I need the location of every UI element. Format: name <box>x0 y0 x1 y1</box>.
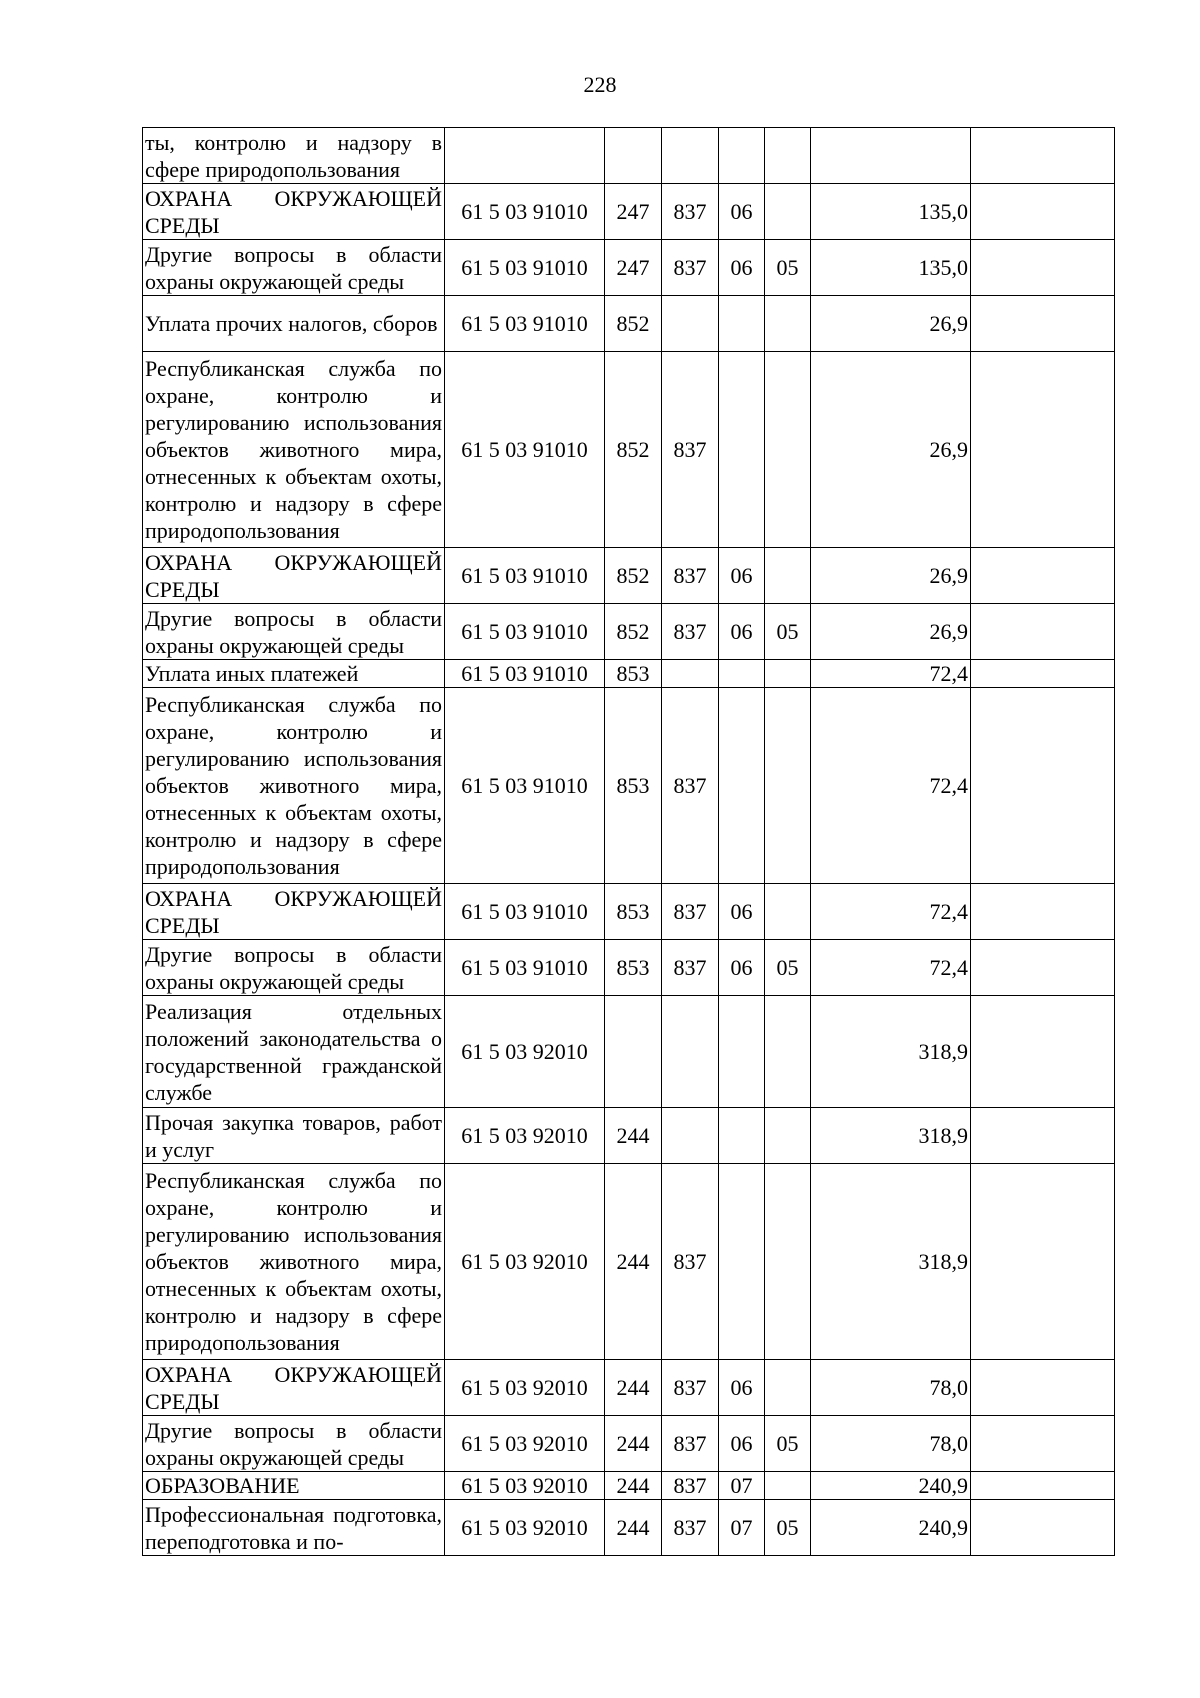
section-code: 06 <box>719 604 765 660</box>
amount: 318,9 <box>811 1164 971 1360</box>
section-code: 06 <box>719 240 765 296</box>
department-code: 837 <box>662 548 719 604</box>
amount: 78,0 <box>811 1416 971 1472</box>
table-row <box>143 940 1115 996</box>
target-article-code: 61 5 03 92010 <box>445 1500 605 1556</box>
amount: 318,9 <box>811 1108 971 1164</box>
section-code <box>719 296 765 352</box>
extra-column <box>971 660 1115 688</box>
extra-column <box>971 240 1115 296</box>
subsection-code: 05 <box>765 604 811 660</box>
table-row <box>143 1360 1115 1416</box>
table-row <box>143 660 1115 688</box>
extra-column <box>971 1416 1115 1472</box>
extra-column <box>971 688 1115 884</box>
table-body <box>143 128 1115 1556</box>
target-article-code: 61 5 03 92010 <box>445 1108 605 1164</box>
item-name: ОХРАНА ОКРУЖАЮЩЕЙ СРЕДЫ <box>143 548 445 604</box>
table-row <box>143 1500 1115 1556</box>
expense-type-code <box>605 996 662 1108</box>
extra-column <box>971 352 1115 548</box>
department-code <box>662 296 719 352</box>
table-row <box>143 996 1115 1108</box>
item-name: Профессиональная подготовка, переподготовка и по- <box>143 1500 445 1556</box>
expense-type-code: 244 <box>605 1108 662 1164</box>
target-article-code: 61 5 03 91010 <box>445 940 605 996</box>
amount: 26,9 <box>811 548 971 604</box>
expense-type-code: 853 <box>605 688 662 884</box>
department-code: 837 <box>662 184 719 240</box>
subsection-code <box>765 352 811 548</box>
amount: 135,0 <box>811 184 971 240</box>
section-code: 07 <box>719 1500 765 1556</box>
subsection-code <box>765 1360 811 1416</box>
expense-type-code: 244 <box>605 1500 662 1556</box>
target-article-code: 61 5 03 92010 <box>445 1164 605 1360</box>
amount: 72,4 <box>811 660 971 688</box>
amount: 26,9 <box>811 296 971 352</box>
extra-column <box>971 884 1115 940</box>
amount: 72,4 <box>811 884 971 940</box>
expense-type-code: 852 <box>605 548 662 604</box>
item-name: Другие вопросы в области охраны окружающей среды <box>143 940 445 996</box>
section-code: 06 <box>719 1416 765 1472</box>
item-name: ты, контролю и надзору в сфере природопользования <box>143 128 445 184</box>
extra-column <box>971 940 1115 996</box>
extra-column <box>971 604 1115 660</box>
item-name: ОХРАНА ОКРУЖАЮЩЕЙ СРЕДЫ <box>143 184 445 240</box>
target-article-code: 61 5 03 91010 <box>445 352 605 548</box>
section-code <box>719 1108 765 1164</box>
item-name: Прочая закупка товаров, работ и услуг <box>143 1108 445 1164</box>
table-row <box>143 688 1115 884</box>
section-code: 06 <box>719 184 765 240</box>
section-code <box>719 688 765 884</box>
expense-type-code: 244 <box>605 1360 662 1416</box>
department-code <box>662 1108 719 1164</box>
target-article-code: 61 5 03 92010 <box>445 996 605 1108</box>
subsection-code <box>765 688 811 884</box>
section-code <box>719 128 765 184</box>
section-code: 06 <box>719 940 765 996</box>
subsection-code <box>765 1108 811 1164</box>
budget-table <box>142 127 1115 1556</box>
item-name: ОБРАЗОВАНИЕ <box>143 1472 445 1500</box>
expense-type-code: 247 <box>605 184 662 240</box>
section-code: 07 <box>719 1472 765 1500</box>
extra-column <box>971 1472 1115 1500</box>
department-code: 837 <box>662 604 719 660</box>
subsection-code <box>765 184 811 240</box>
department-code <box>662 128 719 184</box>
target-article-code: 61 5 03 92010 <box>445 1472 605 1500</box>
target-article-code <box>445 128 605 184</box>
target-article-code: 61 5 03 91010 <box>445 296 605 352</box>
page-number: 228 <box>583 72 617 97</box>
amount: 26,9 <box>811 352 971 548</box>
table-row <box>143 884 1115 940</box>
section-code <box>719 660 765 688</box>
subsection-code <box>765 660 811 688</box>
expense-type-code: 853 <box>605 940 662 996</box>
expense-type-code: 853 <box>605 884 662 940</box>
target-article-code: 61 5 03 91010 <box>445 240 605 296</box>
section-code <box>719 352 765 548</box>
table-row <box>143 296 1115 352</box>
table-row <box>143 1164 1115 1360</box>
department-code: 837 <box>662 1472 719 1500</box>
item-name: Уплата иных платежей <box>143 660 445 688</box>
target-article-code: 61 5 03 91010 <box>445 604 605 660</box>
department-code: 837 <box>662 688 719 884</box>
item-name: Республиканская служба по охране, контролю и регулированию использования объектов животного мира, отнесенных к объектам охоты, контролю и надзору в сфере природопользования <box>143 1164 445 1360</box>
item-name: Республиканская служба по охране, контролю и регулированию использования объектов животного мира, отнесенных к объектам охоты, контролю и надзору в сфере природопользования <box>143 688 445 884</box>
section-code <box>719 1164 765 1360</box>
target-article-code: 61 5 03 91010 <box>445 884 605 940</box>
subsection-code <box>765 996 811 1108</box>
amount: 26,9 <box>811 604 971 660</box>
table-row <box>143 604 1115 660</box>
extra-column <box>971 184 1115 240</box>
department-code: 837 <box>662 240 719 296</box>
extra-column <box>971 1164 1115 1360</box>
amount: 318,9 <box>811 996 971 1108</box>
expense-type-code: 244 <box>605 1164 662 1360</box>
target-article-code: 61 5 03 92010 <box>445 1360 605 1416</box>
expense-type-code <box>605 128 662 184</box>
target-article-code: 61 5 03 91010 <box>445 688 605 884</box>
expense-type-code: 852 <box>605 296 662 352</box>
subsection-code <box>765 1472 811 1500</box>
extra-column <box>971 1108 1115 1164</box>
subsection-code <box>765 884 811 940</box>
section-code: 06 <box>719 548 765 604</box>
section-code <box>719 996 765 1108</box>
department-code <box>662 996 719 1108</box>
section-code: 06 <box>719 884 765 940</box>
target-article-code: 61 5 03 91010 <box>445 548 605 604</box>
department-code: 837 <box>662 1500 719 1556</box>
extra-column <box>971 128 1115 184</box>
item-name: ОХРАНА ОКРУЖАЮЩЕЙ СРЕДЫ <box>143 1360 445 1416</box>
department-code: 837 <box>662 352 719 548</box>
amount: 72,4 <box>811 940 971 996</box>
subsection-code <box>765 548 811 604</box>
expense-type-code: 244 <box>605 1472 662 1500</box>
item-name: Другие вопросы в области охраны окружающей среды <box>143 1416 445 1472</box>
extra-column <box>971 996 1115 1108</box>
item-name: Другие вопросы в области охраны окружающей среды <box>143 240 445 296</box>
amount <box>811 128 971 184</box>
department-code: 837 <box>662 940 719 996</box>
item-name: Республиканская служба по охране, контролю и регулированию использования объектов животного мира, отнесенных к объектам охоты, контролю и надзору в сфере природопользования <box>143 352 445 548</box>
section-code: 06 <box>719 1360 765 1416</box>
expense-type-code: 853 <box>605 660 662 688</box>
item-name: Уплата прочих налогов, сборов <box>143 296 445 352</box>
expense-type-code: 247 <box>605 240 662 296</box>
subsection-code: 05 <box>765 1500 811 1556</box>
item-name: Другие вопросы в области охраны окружающей среды <box>143 604 445 660</box>
table-row <box>143 128 1115 184</box>
table-row <box>143 1416 1115 1472</box>
extra-column <box>971 548 1115 604</box>
table-row <box>143 184 1115 240</box>
amount: 135,0 <box>811 240 971 296</box>
subsection-code <box>765 296 811 352</box>
table-row <box>143 352 1115 548</box>
department-code <box>662 660 719 688</box>
expense-type-code: 852 <box>605 352 662 548</box>
department-code: 837 <box>662 884 719 940</box>
department-code: 837 <box>662 1360 719 1416</box>
expense-type-code: 244 <box>605 1416 662 1472</box>
extra-column <box>971 1500 1115 1556</box>
item-name: ОХРАНА ОКРУЖАЮЩЕЙ СРЕДЫ <box>143 884 445 940</box>
subsection-code: 05 <box>765 1416 811 1472</box>
extra-column <box>971 1360 1115 1416</box>
target-article-code: 61 5 03 91010 <box>445 660 605 688</box>
table-row <box>143 1108 1115 1164</box>
subsection-code: 05 <box>765 240 811 296</box>
table-row <box>143 240 1115 296</box>
extra-column <box>971 296 1115 352</box>
expense-type-code: 852 <box>605 604 662 660</box>
amount: 72,4 <box>811 688 971 884</box>
item-name: Реализация отдельных положений законодательства о государственной гражданской службе <box>143 996 445 1108</box>
table-row <box>143 1472 1115 1500</box>
department-code: 837 <box>662 1164 719 1360</box>
subsection-code: 05 <box>765 940 811 996</box>
amount: 240,9 <box>811 1500 971 1556</box>
subsection-code <box>765 128 811 184</box>
amount: 240,9 <box>811 1472 971 1500</box>
target-article-code: 61 5 03 91010 <box>445 184 605 240</box>
department-code: 837 <box>662 1416 719 1472</box>
target-article-code: 61 5 03 92010 <box>445 1416 605 1472</box>
amount: 78,0 <box>811 1360 971 1416</box>
subsection-code <box>765 1164 811 1360</box>
table-row <box>143 548 1115 604</box>
